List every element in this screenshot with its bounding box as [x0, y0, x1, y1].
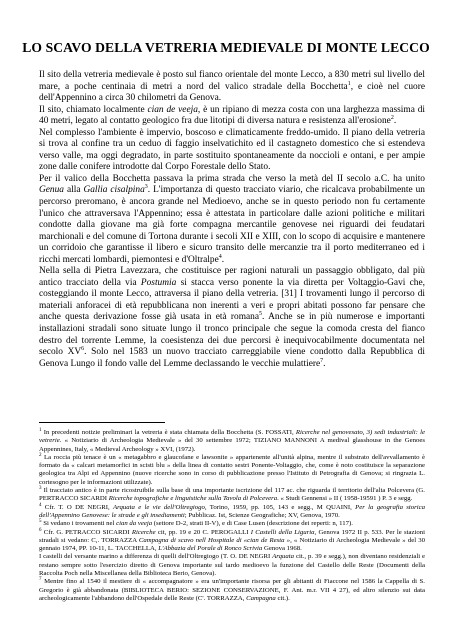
footnote-ref: 7 — [39, 577, 42, 583]
paragraph — [39, 174, 425, 266]
italic-text: I Castelli della Liguria — [250, 528, 315, 536]
text-run: . Anche se in più numerose e importanti installazioni stradali sono situate lungo il tronco principale che segue la comoda cresta del fianco destro del torrente Lemme, la coesistenza dei due percorsi è inequivocabilmente documentata nel secolo XV — [39, 312, 425, 358]
italic-text: Postumia — [140, 277, 177, 288]
text-run: , « Notiziario di Archeologia Medievale » del 30 gennaio 1974, PP. 10-11, L. TACCHELLA, — [39, 536, 425, 553]
text-run: La roccia più tenace è un « metagabbro e glaucofane e lawsonite » appartenente all'unità alpina, mentre il substrato dell'avvallamento è formato da « calcari metamorfici in scisti blu » della linea di contatto sestri Ponente-Voltaggio, che, come è noto costituisce la separazione geologica tra Alpi ed Appennino (nuove ricerche sono in corso di pubblicazione presso l'Istituto di Petrografia di Genova; si ringrazia L. cortesogno per le informazioni utilizzate). — [39, 453, 425, 486]
footnote-ref: 4 — [39, 502, 42, 508]
italic-text: cian de veeja — [147, 104, 198, 115]
text-run: . — [393, 116, 397, 127]
footnote-ref: 4 — [218, 253, 222, 260]
italic-text: Genua — [39, 185, 64, 196]
footnote-ref: 2 — [39, 452, 42, 458]
footnote — [39, 578, 425, 603]
italic-text: Ricerche nel genovesato, 3) sedi industriali: le vetrerie — [39, 429, 425, 445]
footnote-ref: 6 — [39, 527, 42, 533]
italic-text: Ricerche — [131, 528, 156, 536]
text-run: , Genova 1972 II p. 533. Per le stazioni stradali si vedano: C,. TORRAZZA — [39, 528, 426, 544]
text-run: , e cioè nel cuore dell'Appennino a circa 30 chilometri da Genova. — [39, 81, 425, 104]
text-run: Il tracciato antico è in parte ricostruibile sulla base di una importante iscrizione del 117 ac. che riguarda il territorio dell'alta Polcevera (G. PERTRACCO SICARDI — [39, 487, 425, 503]
paragraph — [39, 128, 425, 174]
italic-text: Per la geografia storica dell'Appennino Genovese: le strade e gli insediamenti — [39, 503, 425, 519]
paragraph — [39, 105, 425, 128]
italic-text: L'Abbazia del Porale di Ronco Scrivia — [158, 545, 263, 553]
text-run: In precedenti notizie preliminari la vetreria è stata chiamata della Bocchetta (S. FOSSATI, — [41, 429, 296, 436]
text-run: cit.). — [275, 594, 290, 602]
italic-text: cian da veeja — [116, 520, 153, 528]
text-run: ; Pubblicaz. Ist, Scienze Geografiche; XV, Genova, 1970. — [184, 511, 340, 519]
footnotes — [39, 429, 425, 603]
footnote — [39, 504, 425, 521]
text-run: si stacca verso ponente la via diretta per Voltaggio-Gavi che, costeggiando il monte Lecco, attraversa il piano della vetreria. [31] I trovamenti lungo il percorso di materiali anforacei di età repubblicana non inerenti a veri e propri abitati possono far pensare che anche questa derivazione fosse già usata in età romana — [39, 277, 425, 323]
text-run: cit., p. 39 e segg.), non diventano residenziali e restano sempre sotto l'esercizio diretto di Genova importante sul tardo medioevo la funzione del Castello delle Reste (Documenti della Raccolta Poch nella Miscellanea della Biblioteca Berio, Genova). — [39, 553, 426, 578]
text-run: . « Notiziario di Archeologia Medievale » del 30 settembre 1972; TIZIANO MANNONI A medival glasshouse in the Genoes Appennines, Italy, « Medieval Archeology » XVI, (1972). — [39, 437, 425, 453]
footnote — [39, 454, 425, 487]
text-run: Cfr. G. PETRACCO SICARDI — [41, 528, 132, 536]
text-run: Nel complesso l'ambiente è impervio, boscoso e climaticamente freddo-umido. Il piano della vetreria si trova al confine tra un ceduo di faggio inselvatichito ed il castagneto domestico che si estendeva verso valle, ma oggi degradato, in parte sostituito spontaneamente da noccioli e ontani, e per ampie zone dalle conifere introdotte dal Corpo Forestale dello Stato. — [39, 127, 425, 173]
paragraph — [39, 70, 425, 105]
text-run: Mentre fino al 1540 il mestiere di « accompagnatore » era un'importante risorsa per gli abitanti di Fiaccone nel 1586 la Cappella di S. Gregorio è già abbandonata (BIBLIOTECA BERIO: SEZIONE CONSERVAZIONE, F. Ant. m.r. VII 4 27), ed altro silenzio sui data archeologicamente l'abbandono dell'Ospedale delle Reste (C'. TORRAZZA, — [39, 578, 425, 602]
text-run: Cfr. T. O DE NEGRI, — [41, 503, 114, 511]
footnote-ref: 5 — [39, 519, 42, 525]
footnote — [39, 487, 425, 504]
footnote-ref: 1 — [39, 427, 42, 433]
italic-text: Arquata — [272, 553, 295, 561]
body-text — [39, 70, 425, 370]
text-run: . — [323, 358, 326, 369]
footnote — [39, 553, 425, 578]
document-title: LO SCAVO DELLA VETRERIA MEDIEVALE DI MONTE LECCO — [22, 40, 430, 55]
text-run: Nella sella di Pietra Lavezzara, che costituisce per ragioni naturali un passaggio obbligato, dal più antico tracciato della via — [39, 266, 425, 288]
text-run: Genova 1968. — [262, 545, 302, 553]
text-run: Il sito della vetreria medievale è posto sul fianco orientale del monte Lecco, a 830 metri sul livello del mare, a poche centinaia di metri a nord del valico stradale della Bocchetta — [39, 70, 425, 92]
text-run: Per il valico della Bocchetta passava la prima strada che verso la metà del II secolo a.C. ha unito — [39, 173, 425, 184]
footnote-separator — [39, 422, 165, 423]
text-run: . — [221, 254, 225, 265]
text-run: alla — [64, 185, 84, 196]
italic-text: Gallia cisalpina — [83, 185, 145, 196]
footnote-ref: 3 — [144, 184, 148, 191]
text-run: I castelli del versante marino a differenza di quelli dell'Oltregiogo (T. O. DE NEGRI — [39, 553, 273, 561]
italic-text: Campagna di scavo nell Hospitale di «cian de Resta » — [138, 536, 291, 544]
italic-text: Arquata e le vie dell'Oltregiogo, — [113, 503, 207, 511]
footnote-ref: 5 — [259, 311, 263, 318]
footnote-ref: 2 — [390, 115, 394, 122]
text-run: cit, pp. 19 e 20 C. PEROGALLI — [155, 528, 251, 536]
text-run: . Solo nel 1583 un nuovo tracciato carreggiabile viene condotto dalla Repubblica di Genova Lungo il fondo valle del Lemme declassando le vecchie mulattiere — [39, 347, 425, 369]
italic-text: Ricerche topografiche e linguistiche sulla Tavola di Polcevera — [108, 495, 278, 503]
text-run: . « Studi Gennensi » II ( 1958-19591 ) P. 3 e segg. — [277, 495, 413, 503]
footnote-ref: 3 — [39, 485, 42, 491]
text-run: , è un ripiano di mezza costa con una larghezza massima di 40 metri, legato al contatto geologico fra due litotipi di diversa natura e resistenza all'erosione — [39, 104, 425, 127]
footnote-ref: 7 — [320, 357, 324, 364]
paragraph — [39, 266, 425, 370]
footnote — [39, 529, 425, 554]
footnote-ref: 1 — [347, 80, 351, 87]
text-run: . L'importanza di questo tracciato viario, che ricalcava probabilmente un percorso preromano, è ancora grande nel Medioevo, anche se in questo periodo non fu certamente l'unico che attraversava l'Appennino; essa è attestata in particolare dalle azioni politiche e militari condotte dalla giovane ma già forte compagna mercantile genovese nei riguardi dei feudatari marchionali e del comune di Tortona durante i secoli XII e XIII, con lo scopo di acquisire e mantenere un corridoio che garantisse il libero e sicuro transito delle mercanzie tra il porto mediterraneo ed i ricchi mercati lombardi, piemontesi e d'Oltralpe — [39, 185, 425, 265]
text-run: Torino, 1959, pp. 105, 143 e segg., M QUAINI, — [206, 503, 356, 511]
text-run: Il sito, chiamato localmente — [39, 104, 148, 115]
footnote-ref: 6 — [81, 346, 85, 352]
text-run: (settore D-2, strati II-V), e di Case Lusen (descrizione dei reperti: n, 117). — [152, 520, 353, 528]
italic-text: Campagna — [246, 594, 276, 602]
footnote — [39, 429, 425, 454]
footnote — [39, 520, 425, 528]
text-run: Si vedano i trovamenti nel — [41, 520, 117, 528]
